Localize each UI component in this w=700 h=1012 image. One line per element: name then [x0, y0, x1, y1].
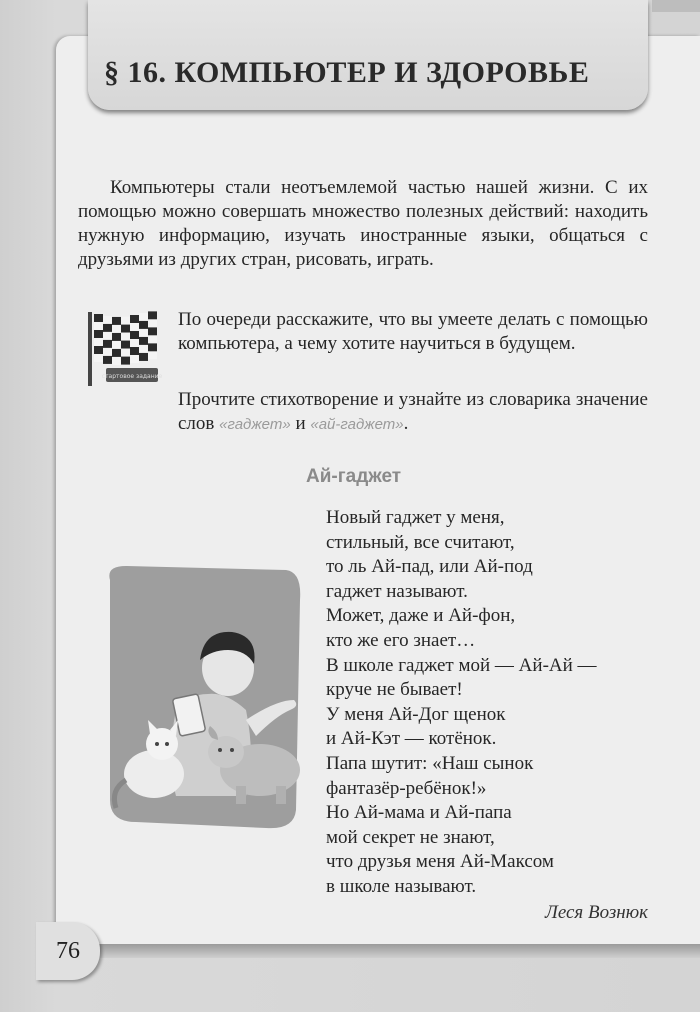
flag-cell	[94, 322, 103, 330]
flag-cell	[139, 329, 148, 337]
poem-title: Ай-гаджет	[306, 466, 402, 487]
flag-cell	[130, 323, 139, 331]
flag-cell	[112, 349, 121, 357]
flag-cell	[148, 335, 157, 343]
flag-cell	[121, 317, 130, 325]
title-banner	[88, 0, 648, 110]
poem-line: Но Ай-мама и Ай-папа	[326, 802, 512, 824]
intro-paragraph: Компьютеры стали неотъемлемой частью нашей жизни. С их помощью можно совершать множество полезных действий: находить нужную информацию, изучать иностранные языки, общаться с друзьями из других стран, рисовать, играть.	[78, 177, 648, 270]
flag-cell	[121, 341, 130, 349]
flag-cell	[121, 333, 130, 341]
flag-cell	[94, 346, 103, 354]
flag-cell	[121, 349, 130, 357]
poem-body	[326, 506, 666, 900]
poem-line: Новый гаджет у меня,	[326, 507, 505, 528]
poem-line: Может, даже и Ай-фон,	[326, 605, 516, 627]
glossary-word-gadget[interactable]: «гаджет»	[219, 416, 291, 433]
instruction-suffix: .	[403, 413, 409, 434]
flag-cell	[148, 327, 157, 335]
flag-cell	[112, 357, 121, 365]
glossary-word-i-gadget[interactable]: «ай-гаджет»	[310, 416, 404, 433]
flag-cell	[103, 316, 112, 324]
flag-cell	[130, 315, 139, 323]
flag-cell	[121, 357, 130, 365]
flag-cell	[103, 356, 112, 364]
flag-cell	[103, 332, 112, 340]
poem-line: круче не бывает!	[326, 679, 463, 701]
poem-line: в школе называют.	[326, 875, 477, 897]
flag-cell	[103, 340, 112, 348]
flag-cell	[130, 347, 139, 355]
flag-cell	[139, 345, 148, 353]
boy-with-tablet-illustration	[96, 560, 308, 836]
poem-line: У меня Ай-Дог щенок	[326, 703, 506, 725]
poem-line: фантазёр-ребёнок!»	[326, 777, 487, 799]
instruction-paragraph	[178, 388, 648, 437]
poem-line: Папа шутит: «Наш сынок	[326, 752, 534, 774]
flag-cell	[103, 324, 112, 332]
flag-cell	[94, 330, 103, 338]
flag-cell	[139, 313, 148, 321]
poem-line: гаджет называют.	[326, 580, 468, 602]
flag-cell	[139, 337, 148, 345]
flag-cell	[112, 325, 121, 333]
flag-cell	[112, 317, 121, 325]
page-edge-shadow	[60, 944, 700, 958]
flag-cell	[130, 355, 139, 363]
flag-cell	[139, 321, 148, 329]
page-top-strip	[652, 0, 700, 12]
flag-cell	[121, 325, 130, 333]
poem-line: кто же его знает…	[326, 629, 476, 651]
poem-line: В школе гаджет мой — Ай-Ай —	[326, 654, 597, 676]
task-paragraph: По очереди расскажите, что вы умеете делать с помощью компьютера, а чему хотите научиться в будущем.	[178, 309, 648, 354]
flag-cell	[148, 351, 157, 359]
flag-cell	[148, 311, 157, 319]
flag-cell	[112, 333, 121, 341]
poem-line: стильный, все считают,	[326, 531, 515, 553]
poem-line: что друзья меня Ай-Максом	[326, 851, 554, 873]
instruction-prefix: Прочтите стихотворение и узнайте из словарика значение слов	[178, 389, 648, 434]
poem-line: мой секрет не знают,	[326, 826, 495, 848]
flag-cell	[94, 338, 103, 346]
flag-badge-label: стартовое задание	[101, 373, 162, 380]
poem-line: и Ай-Кэт — котёнок.	[326, 728, 497, 750]
flag-cell	[148, 343, 157, 351]
instruction-middle: и	[290, 413, 311, 434]
flag-cell	[103, 348, 112, 356]
flag-cell	[94, 354, 103, 362]
flag-cell	[130, 331, 139, 339]
poem-line: то ль Ай-пад, или Ай-под	[326, 556, 533, 578]
poem-author: Леся Вознюк	[544, 902, 648, 923]
flag-cell	[148, 319, 157, 327]
checkered-flag-icon	[86, 308, 162, 388]
flag-cell	[94, 314, 103, 322]
flag-cell	[139, 353, 148, 361]
flag-cell	[130, 339, 139, 347]
flag-cell	[112, 341, 121, 349]
page-title: § 16. КОМПЬЮТЕР И ЗДОРОВЬЕ	[104, 56, 590, 89]
page-number: 76	[36, 922, 100, 980]
